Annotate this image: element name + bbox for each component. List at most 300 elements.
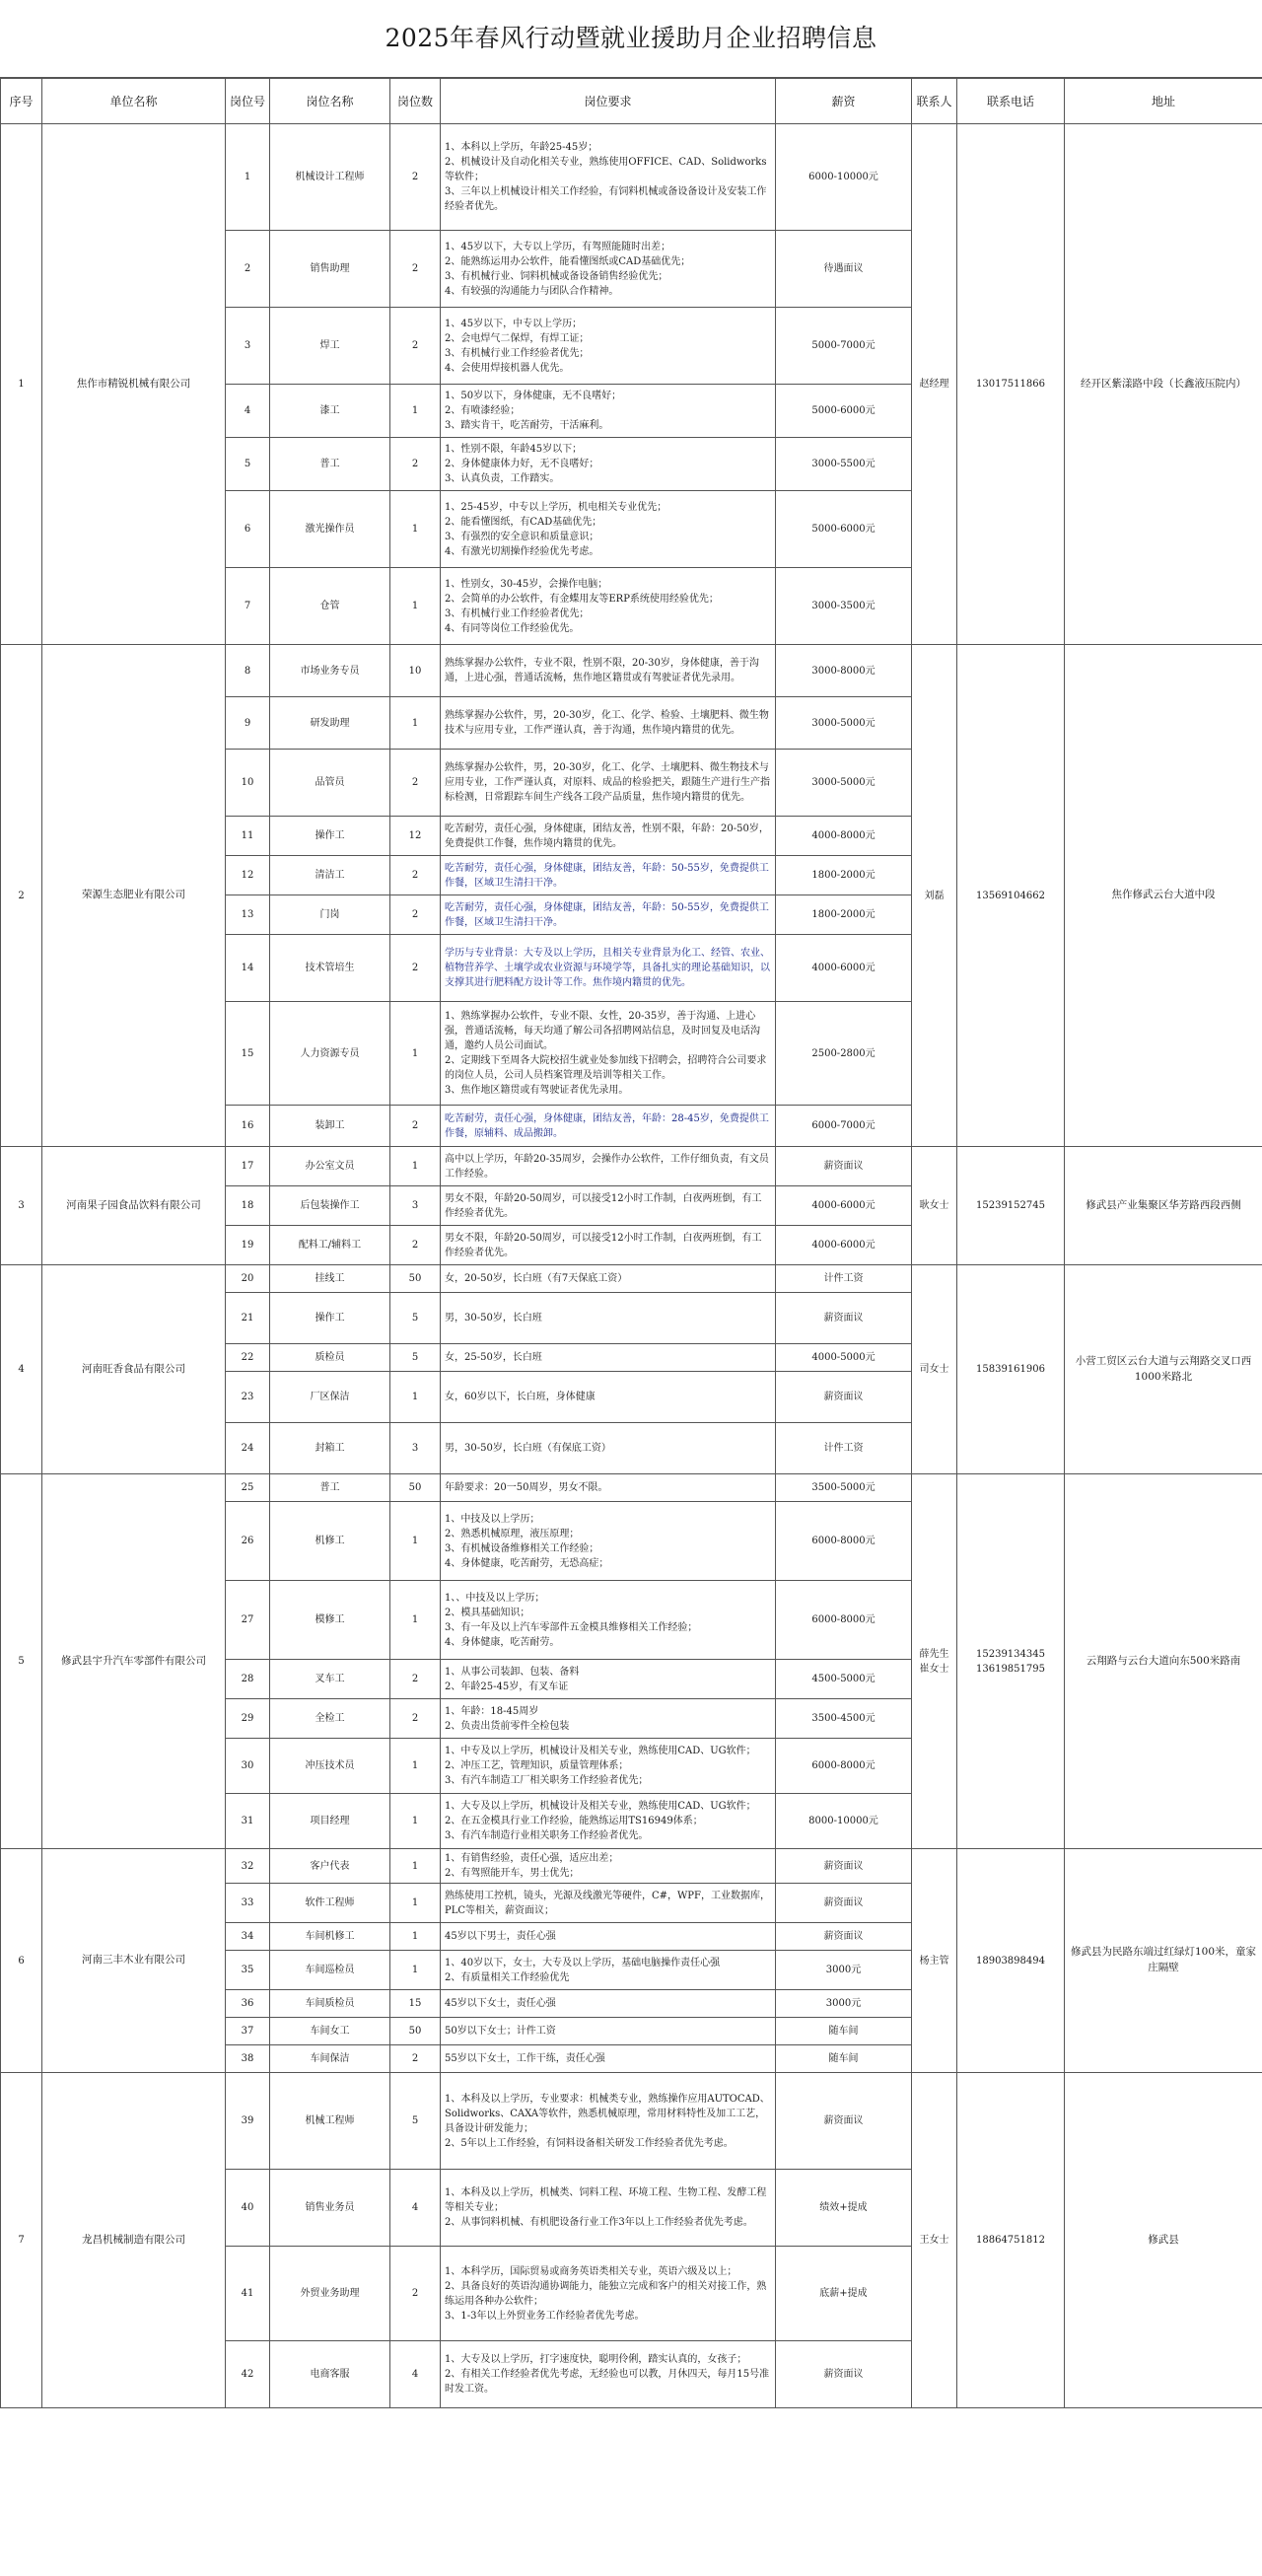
job-no: 8 (226, 645, 270, 697)
job-salary: 3500-5000元 (776, 1474, 912, 1502)
company-name: 焦作市精锐机械有限公司 (42, 124, 226, 645)
requirement-line: 2、年龄25-45岁，有叉车证 (445, 1681, 569, 1692)
job-no: 42 (226, 2341, 270, 2408)
job-title: 仓管 (270, 568, 390, 645)
job-no: 15 (226, 1002, 270, 1106)
requirement-line: 2、会简单的办公软件，有金蝶用友等ERP系统使用经验优先； (445, 593, 719, 605)
requirement-line: 2、有相关工作经验者优先考虑，无经验也可以教，月休四天，每月15号准时发工资。 (445, 2369, 770, 2395)
job-requirements (441, 1372, 776, 1423)
job-no: 24 (226, 1423, 270, 1474)
job-requirements (441, 1293, 776, 1344)
company-address: 焦作修武云台大道中段 (1065, 645, 1262, 1147)
job-requirements (441, 645, 776, 697)
job-title: 车间质检员 (270, 1990, 390, 2018)
job-title: 销售助理 (270, 231, 390, 308)
job-title: 机械设计工程师 (270, 124, 390, 231)
job-requirements (441, 1002, 776, 1106)
job-requirements (441, 1265, 776, 1293)
requirement-line: 2、熟悉机械原理，液压原理； (445, 1528, 580, 1539)
job-count: 1 (390, 1502, 441, 1581)
job-requirements (441, 1581, 776, 1660)
job-salary: 3000元 (776, 1951, 912, 1990)
job-count: 1 (390, 1794, 441, 1849)
job-salary: 4000-6000元 (776, 1186, 912, 1226)
requirement-line: 熟练掌握办公软件，专业不限，性别不限，20-30岁，身体健康，善于沟通，上进心强，普通话流畅，焦作地区籍贯或有驾驶证者优先录用。 (445, 658, 759, 683)
job-salary: 3000元 (776, 1990, 912, 2018)
job-requirements (441, 935, 776, 1002)
requirement-line: 2、有喷漆经验； (445, 405, 521, 416)
job-no: 9 (226, 697, 270, 750)
job-title: 焊工 (270, 308, 390, 385)
requirement-line: 女，20-50岁，长白班（有7天保底工资） (445, 1273, 628, 1284)
job-salary: 薪资面议 (776, 1372, 912, 1423)
requirement-line: 吃苦耐劳，责任心强，身体健康，团结友善，年龄：50-55岁，免费提供工作餐，区域卫生清扫干净。 (445, 901, 769, 928)
job-no: 18 (226, 1186, 270, 1226)
requirement-line: 1、性别女，30-45岁，会操作电脑； (445, 578, 608, 590)
requirement-line: 4、身体健康，吃苦耐劳，无恐高症； (445, 1557, 609, 1569)
requirement-line: 熟练掌握办公软件，男，20-30岁，化工、化学、检验、土壤肥料、微生物技术与应用专业，工作严谨认真，善于沟通，焦作境内籍贯的优先。 (445, 710, 769, 736)
job-requirements (441, 1147, 776, 1186)
header-phone: 联系电话 (957, 79, 1065, 124)
job-count: 1 (390, 385, 441, 438)
job-salary: 5000-6000元 (776, 385, 912, 438)
job-no: 27 (226, 1581, 270, 1660)
requirement-line: 55岁以下女士，工作干练，责任心强 (445, 2053, 605, 2064)
requirement-line: 3、1-3年以上外贸业务工作经验者优先考虑。 (445, 2310, 645, 2322)
job-title: 机修工 (270, 1502, 390, 1581)
job-count: 2 (390, 2247, 441, 2341)
job-count: 2 (390, 750, 441, 817)
job-requirements (441, 1660, 776, 1699)
job-title: 机械工程师 (270, 2073, 390, 2170)
company-contact: 王女士 (912, 2073, 957, 2408)
job-requirements (441, 1923, 776, 1951)
requirement-line: 吃苦耐劳，责任心强，身体健康，团结友善，年龄：28-45岁，免费提供工作餐，原辅料、成品搬卸。 (445, 1112, 769, 1139)
job-no: 4 (226, 385, 270, 438)
requirement-line: 高中以上学历，年龄20-35周岁，会操作办公软件，工作仔细负责，有文员工作经验。 (445, 1153, 769, 1180)
requirement-line: 4、有同等岗位工作经验优先。 (445, 622, 580, 634)
job-no: 34 (226, 1923, 270, 1951)
requirement-line: 2、负责出货前零件全检包装 (445, 1720, 570, 1732)
company-seq: 3 (1, 1147, 42, 1265)
job-title: 质检员 (270, 1344, 390, 1372)
job-count: 50 (390, 2018, 441, 2045)
requirement-line: 熟练使用工控机，镜头，光源及线激光等硬件，C#，WPF，工业数据库，PLC等相关，薪资面议； (445, 1890, 770, 1916)
company-seq: 2 (1, 645, 42, 1147)
company-phone: 15239134345 13619851795 (957, 1474, 1065, 1849)
job-requirements (441, 1951, 776, 1990)
requirement-line: 1、中专及以上学历，机械设计及相关专业，熟练使用CAD、UG软件； (445, 1746, 756, 1756)
requirement-line: 4、身体健康，吃苦耐劳。 (445, 1636, 560, 1648)
requirement-line: 男，30-50岁，长白班（有保底工资） (445, 1443, 611, 1454)
company-phone: 13017511866 (957, 124, 1065, 645)
requirement-line: 4、有较强的沟通能力与团队合作精神。 (445, 285, 619, 297)
company-contact: 杨主管 (912, 1849, 957, 2073)
job-requirements (441, 1884, 776, 1923)
job-count: 2 (390, 1226, 441, 1265)
job-no: 22 (226, 1344, 270, 1372)
job-count: 1 (390, 1951, 441, 1990)
job-salary: 绩效+提成 (776, 2170, 912, 2247)
job-salary: 4000-5000元 (776, 1344, 912, 1372)
job-count: 2 (390, 438, 441, 491)
requirement-line: 4、有激光切割操作经验优先考虑。 (445, 545, 599, 557)
job-no: 14 (226, 935, 270, 1002)
job-salary: 计件工资 (776, 1265, 912, 1293)
job-count: 3 (390, 1423, 441, 1474)
company-address: 云翔路与云台大道向东500米路南 (1065, 1474, 1262, 1849)
job-title: 车间机修工 (270, 1923, 390, 1951)
job-count: 1 (390, 1581, 441, 1660)
job-no: 12 (226, 856, 270, 895)
job-title: 厂区保洁 (270, 1372, 390, 1423)
requirement-line: 50岁以下女士；计件工资 (445, 2026, 556, 2037)
job-no: 30 (226, 1739, 270, 1794)
requirement-line: 1、年龄：18-45周岁 (445, 1705, 539, 1717)
job-no: 25 (226, 1474, 270, 1502)
job-salary: 6000-8000元 (776, 1581, 912, 1660)
job-title: 电商客服 (270, 2341, 390, 2408)
job-title: 配料工/辅料工 (270, 1226, 390, 1265)
job-requirements (441, 308, 776, 385)
job-count: 5 (390, 1293, 441, 1344)
job-count: 1 (390, 1923, 441, 1951)
job-title: 市场业务专员 (270, 645, 390, 697)
requirement-line: 2、会电焊气二保焊，有焊工证； (445, 332, 590, 344)
job-title: 后包装操作工 (270, 1186, 390, 1226)
table-row (1, 1147, 1262, 1186)
company-name: 河南果子园食品饮料有限公司 (42, 1147, 226, 1265)
job-count: 1 (390, 1739, 441, 1794)
table-row (1, 1265, 1262, 1293)
job-title: 销售业务员 (270, 2170, 390, 2247)
job-salary: 薪资面议 (776, 1293, 912, 1344)
header-job-no: 岗位号 (226, 79, 270, 124)
job-no: 10 (226, 750, 270, 817)
requirement-line: 2、有驾照能开车，男士优先； (445, 1868, 580, 1879)
job-salary: 3000-5000元 (776, 697, 912, 750)
requirement-line: 学历与专业背景：大专及以上学历，且相关专业背景为化工、经管、农业、植物营养学、土壤学或农业资源与环境学等，具备扎实的理论基础知识，以支撑其进行肥料配方设计等工作。焦作境内籍贯的优先。 (445, 948, 770, 988)
company-contact: 赵经理 (912, 124, 957, 645)
job-requirements (441, 385, 776, 438)
job-no: 6 (226, 491, 270, 568)
requirement-line: 2、能看懂图纸，有CAD基础优先； (445, 516, 602, 528)
requirement-line: 1、熟练掌握办公软件，专业不限、女性，20-35岁，善于沟通、上进心强，普通话流畅，每天均通了解公司各招聘网站信息，及时回复及电话沟通，邀约人员公司面试。 (445, 1011, 760, 1051)
job-title: 车间女工 (270, 2018, 390, 2045)
job-requirements (441, 750, 776, 817)
header-job-title: 岗位名称 (270, 79, 390, 124)
requirement-line: 1、40岁以下，女士，大专及以上学历，基础电脑操作责任心强 (445, 1957, 721, 1968)
job-count: 1 (390, 568, 441, 645)
job-requirements (441, 1106, 776, 1147)
job-requirements (441, 438, 776, 491)
job-no: 32 (226, 1849, 270, 1884)
company-contact: 薛先生 崔女士 (912, 1474, 957, 1849)
job-count: 5 (390, 2073, 441, 2170)
requirement-line: 3、三年以上机械设计相关工作经验，有饲料机械或备设备设计及安装工作经验者优先。 (445, 186, 767, 212)
job-title: 品管员 (270, 750, 390, 817)
header-address: 地址 (1065, 79, 1262, 124)
job-title: 普工 (270, 438, 390, 491)
job-count: 3 (390, 1186, 441, 1226)
job-no: 17 (226, 1147, 270, 1186)
job-salary: 计件工资 (776, 1423, 912, 1474)
job-no: 33 (226, 1884, 270, 1923)
job-title: 叉车工 (270, 1660, 390, 1699)
table-body (1, 124, 1262, 2408)
requirement-line: 2、模具基础知识； (445, 1607, 530, 1618)
requirement-line: 2、5年以上工作经验，有饲料设备相关研发工作经验者优先考虑。 (445, 2137, 734, 2149)
job-no: 2 (226, 231, 270, 308)
job-salary: 6000-7000元 (776, 1106, 912, 1147)
requirement-line: 2、能熟练运用办公软件，能看懂图纸或CAD基础优先； (445, 255, 691, 267)
job-salary: 2500-2800元 (776, 1002, 912, 1106)
job-title: 门岗 (270, 895, 390, 935)
job-count: 2 (390, 935, 441, 1002)
job-salary: 薪资面议 (776, 1147, 912, 1186)
company-phone: 15839161906 (957, 1265, 1065, 1474)
table-row (1, 645, 1262, 697)
job-no: 29 (226, 1699, 270, 1739)
company-seq: 1 (1, 124, 42, 645)
job-no: 23 (226, 1372, 270, 1423)
job-salary: 待遇面议 (776, 231, 912, 308)
requirement-line: 3、有机械行业工作经验者优先； (445, 347, 590, 359)
job-requirements (441, 2073, 776, 2170)
job-requirements (441, 856, 776, 895)
job-count: 1 (390, 1002, 441, 1106)
requirement-line: 男女不限，年龄20-50周岁，可以接受12小时工作制，白夜两班倒，有工作经验者优先。 (445, 1192, 762, 1219)
job-requirements (441, 1849, 776, 1884)
requirement-line: 3、有机械行业、饲料机械或备设备销售经验优先； (445, 270, 668, 282)
requirement-line: 3、踏实肯干，吃苦耐劳，干活麻利。 (445, 420, 609, 431)
requirement-line: 3、有强烈的安全意识和质量意识； (445, 531, 599, 542)
job-salary: 随车间 (776, 2018, 912, 2045)
requirement-line: 1、有销售经验，责任心强，适应出差； (445, 1853, 619, 1864)
job-title: 普工 (270, 1474, 390, 1502)
company-phone: 13569104662 (957, 645, 1065, 1147)
requirement-line: 熟练掌握办公软件，男，20-30岁，化工、化学、土壤肥料、微生物技术与应用专业，工作严谨认真，对原料、成品的检验把关，跟随生产进行生产指标检测，日常跟踪车间生产线各工段产品质量，焦作境内籍贯的优先。 (445, 762, 770, 803)
job-title: 客户代表 (270, 1849, 390, 1884)
requirement-line: 1、45岁以下，大专以上学历，有驾照能随时出差； (445, 241, 671, 252)
job-requirements (441, 1344, 776, 1372)
requirement-line: 2、机械设计及自动化相关专业，熟练使用OFFICE、CAD、Solidworks等软件； (445, 157, 767, 182)
job-count: 1 (390, 1372, 441, 1423)
job-count: 1 (390, 1849, 441, 1884)
company-phone: 15239152745 (957, 1147, 1065, 1265)
requirement-line: 3、有机械行业工作经验者优先； (445, 608, 590, 619)
job-salary: 1800-2000元 (776, 856, 912, 895)
job-title: 人力资源专员 (270, 1002, 390, 1106)
job-no: 11 (226, 817, 270, 856)
job-count: 2 (390, 231, 441, 308)
company-seq: 4 (1, 1265, 42, 1474)
requirement-line: 3、焦作地区籍贯或有驾驶证者优先录用。 (445, 1085, 629, 1096)
job-requirements (441, 817, 776, 856)
requirement-line: 1、从事公司装卸、包装、备料 (445, 1666, 580, 1678)
job-count: 1 (390, 1147, 441, 1186)
job-no: 40 (226, 2170, 270, 2247)
job-salary: 3000-3500元 (776, 568, 912, 645)
job-count: 4 (390, 2170, 441, 2247)
job-count: 5 (390, 1344, 441, 1372)
job-title: 项目经理 (270, 1794, 390, 1849)
requirement-line: 2、身体健康体力好，无不良嗜好； (445, 459, 599, 469)
requirement-line: 3、有一年及以上汽车零部件五金模具维修相关工作经验； (445, 1621, 698, 1633)
requirement-line: 女，60岁以下，长白班，身体健康 (445, 1392, 596, 1402)
job-requirements (441, 2247, 776, 2341)
job-title: 技术管培生 (270, 935, 390, 1002)
job-requirements (441, 1699, 776, 1739)
job-count: 1 (390, 697, 441, 750)
job-count: 50 (390, 1265, 441, 1293)
requirement-line: 吃苦耐劳，责任心强，身体健康，团结友善，年龄：50-55岁，免费提供工作餐，区域卫生清扫干净。 (445, 862, 769, 889)
job-no: 16 (226, 1106, 270, 1147)
job-title: 操作工 (270, 1293, 390, 1344)
requirement-line: 年龄要求：20一50周岁，男女不限。 (445, 1482, 608, 1493)
company-seq: 6 (1, 1849, 42, 2073)
job-title: 激光操作员 (270, 491, 390, 568)
job-requirements (441, 231, 776, 308)
job-salary: 3000-8000元 (776, 645, 912, 697)
page-title: 2025年春风行动暨就业援助月企业招聘信息 (0, 0, 1262, 78)
requirement-line: 2、从事饲料机械、有机肥设备行业工作3年以上工作经验者优先考虑。 (445, 2217, 753, 2228)
company-seq: 7 (1, 2073, 42, 2408)
job-title: 办公室文员 (270, 1147, 390, 1186)
job-requirements (441, 2018, 776, 2045)
job-requirements (441, 2170, 776, 2247)
job-no: 5 (226, 438, 270, 491)
requirement-line: 2、冲压工艺，管理知识，质量管理体系； (445, 1760, 629, 1771)
job-requirements (441, 1226, 776, 1265)
job-no: 39 (226, 2073, 270, 2170)
requirement-line: 3、有汽车制造工厂相关职务工作经验者优先； (445, 1775, 649, 1786)
job-no: 37 (226, 2018, 270, 2045)
job-salary: 4000-6000元 (776, 1226, 912, 1265)
requirement-line: 1、本科及以上学历，机械类、饲料工程、环境工程、生物工程、发酵工程等相关专业； (445, 2187, 767, 2213)
job-salary: 6000-8000元 (776, 1502, 912, 1581)
job-salary: 6000-10000元 (776, 124, 912, 231)
job-requirements (441, 491, 776, 568)
job-requirements (441, 1990, 776, 2018)
job-title: 挂线工 (270, 1265, 390, 1293)
job-no: 13 (226, 895, 270, 935)
header-requirements: 岗位要求 (441, 79, 776, 124)
requirement-line: 2、具备良好的英语沟通协调能力，能独立完成和客户的相关对接工作，熟练运用各种办公软件； (445, 2280, 767, 2307)
recruitment-table (0, 78, 1262, 2408)
job-salary: 薪资面议 (776, 1923, 912, 1951)
requirement-line: 1、大专及以上学历，机械设计及相关专业，熟练使用CAD、UG软件； (445, 1801, 756, 1812)
company-phone: 18864751812 (957, 2073, 1065, 2408)
job-title: 清洁工 (270, 856, 390, 895)
job-no: 20 (226, 1265, 270, 1293)
table-row (1, 124, 1262, 231)
job-salary: 薪资面议 (776, 1884, 912, 1923)
requirement-line: 男，30-50岁，长白班 (445, 1313, 542, 1324)
requirement-line: 1、45岁以下，中专以上学历； (445, 318, 583, 329)
requirement-line: 45岁以下男士，责任心强 (445, 1931, 556, 1942)
job-no: 41 (226, 2247, 270, 2341)
job-no: 19 (226, 1226, 270, 1265)
requirement-line: 1、本科学历，国际贸易或商务英语类相关专业，英语六级及以上； (445, 2265, 737, 2277)
company-name: 修武县宇升汽车零部件有限公司 (42, 1474, 226, 1849)
job-salary: 3500-4500元 (776, 1699, 912, 1739)
job-count: 2 (390, 1106, 441, 1147)
job-no: 35 (226, 1951, 270, 1990)
job-requirements (441, 568, 776, 645)
job-count: 4 (390, 2341, 441, 2408)
job-requirements (441, 1502, 776, 1581)
table-row (1, 2073, 1262, 2170)
requirement-line: 1、大专及以上学历，打字速度快，聪明伶俐，踏实认真的，女孩子； (445, 2354, 747, 2365)
job-title: 研发助理 (270, 697, 390, 750)
job-requirements (441, 1794, 776, 1849)
company-contact: 刘磊 (912, 645, 957, 1147)
job-count: 2 (390, 1699, 441, 1739)
requirement-line: 3、有汽车制造行业相关职务工作经验者优先。 (445, 1830, 649, 1841)
job-no: 38 (226, 2045, 270, 2073)
company-contact: 耿女士 (912, 1147, 957, 1265)
table-header-row (1, 79, 1262, 124)
job-salary: 4000-6000元 (776, 935, 912, 1002)
company-contact: 司女士 (912, 1265, 957, 1474)
company-name: 荣源生态肥业有限公司 (42, 645, 226, 1147)
job-no: 28 (226, 1660, 270, 1699)
job-title: 软件工程师 (270, 1884, 390, 1923)
table-row (1, 1474, 1262, 1502)
job-requirements (441, 1186, 776, 1226)
job-salary: 薪资面议 (776, 2073, 912, 2170)
job-title: 漆工 (270, 385, 390, 438)
table-row (1, 1849, 1262, 1884)
job-count: 2 (390, 124, 441, 231)
header-salary: 薪资 (776, 79, 912, 124)
job-salary: 3000-5500元 (776, 438, 912, 491)
job-salary: 6000-8000元 (776, 1739, 912, 1794)
job-salary: 3000-5000元 (776, 750, 912, 817)
company-address: 经开区紫漾路中段（长鑫液压院内） (1065, 124, 1262, 645)
job-no: 3 (226, 308, 270, 385)
job-salary: 5000-7000元 (776, 308, 912, 385)
job-requirements (441, 1423, 776, 1474)
job-no: 26 (226, 1502, 270, 1581)
job-salary: 4000-8000元 (776, 817, 912, 856)
company-address: 修武县产业集聚区华芳路西段西侧 (1065, 1147, 1262, 1265)
requirement-line: 吃苦耐劳，责任心强，身体健康，团结友善，性别不限，年龄：20-50岁，免费提供工作餐，焦作境内籍贯的优先。 (445, 823, 769, 849)
requirement-line: 1、中技及以上学历； (445, 1513, 540, 1525)
requirement-line: 女，25-50岁，长白班 (445, 1352, 542, 1363)
requirement-line: 3、认真负责，工作踏实。 (445, 473, 560, 484)
company-phone: 18903898494 (957, 1849, 1065, 2073)
job-no: 31 (226, 1794, 270, 1849)
job-count: 1 (390, 1884, 441, 1923)
job-salary: 5000-6000元 (776, 491, 912, 568)
job-salary: 1800-2000元 (776, 895, 912, 935)
job-title: 全检工 (270, 1699, 390, 1739)
company-address: 修武县为民路东端过红绿灯100米，童家庄隔壁 (1065, 1849, 1262, 2073)
requirement-line: 3、有机械设备维修相关工作经验； (445, 1542, 599, 1554)
requirement-line: 1、本科及以上学历，专业要求：机械类专业，熟练操作应用AUTOCAD、Solidworks、CAXA等软件，熟悉机械原理，常用材料特性及加工工艺，具备设计研发能力； (445, 2093, 770, 2134)
job-title: 封箱工 (270, 1423, 390, 1474)
job-requirements (441, 2045, 776, 2073)
job-requirements (441, 1474, 776, 1502)
job-count: 50 (390, 1474, 441, 1502)
job-count: 15 (390, 1990, 441, 2018)
job-salary: 底薪+提成 (776, 2247, 912, 2341)
header-seq: 序号 (1, 79, 42, 124)
job-title: 操作工 (270, 817, 390, 856)
company-name: 龙昌机械制造有限公司 (42, 2073, 226, 2408)
